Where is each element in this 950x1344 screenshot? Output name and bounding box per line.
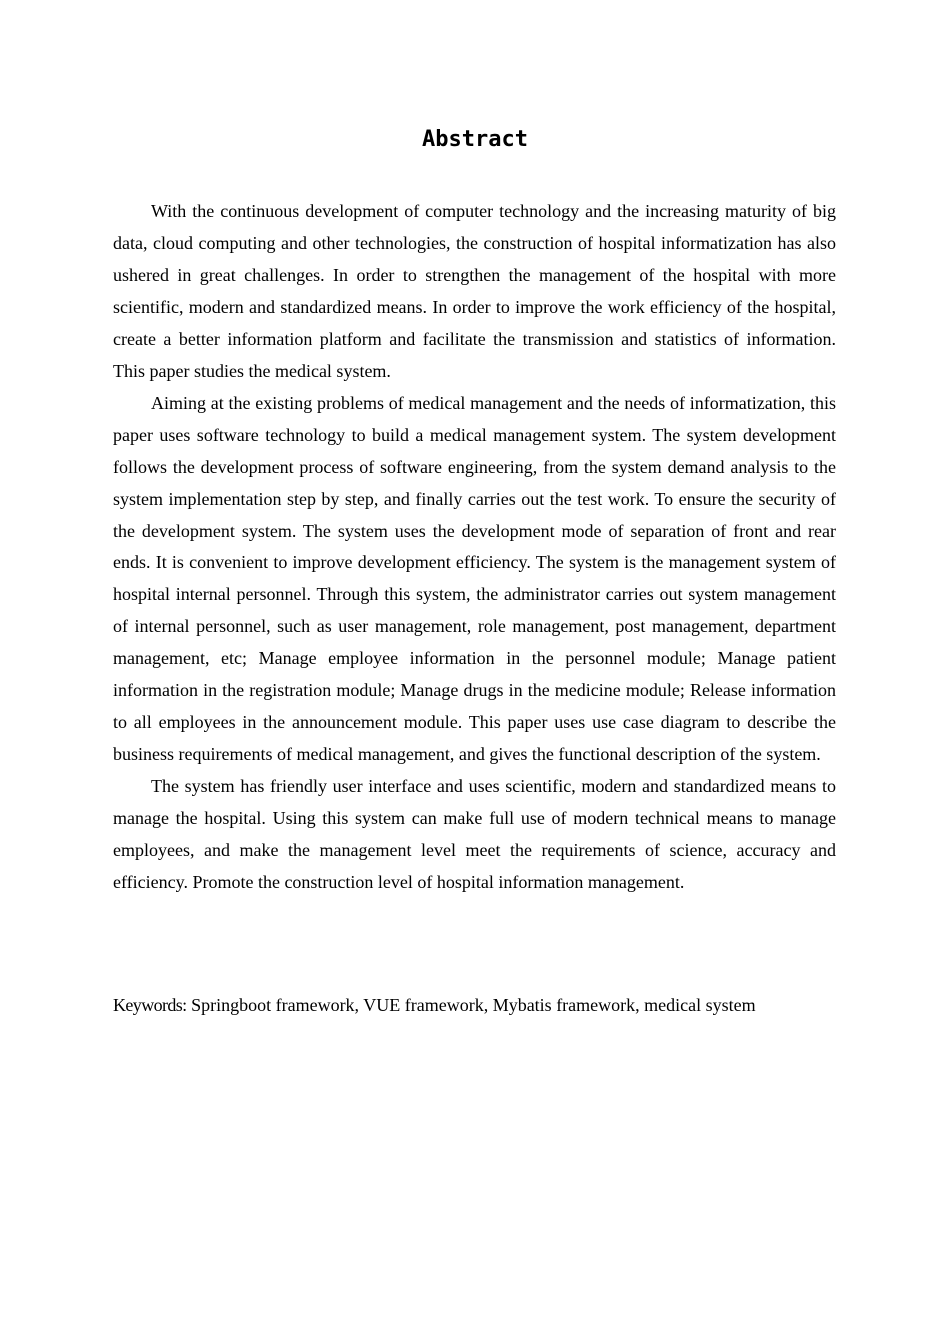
keywords-list: Springboot framework, VUE framework, Mybatis framework, medical system <box>186 995 756 1015</box>
abstract-paragraph-2: Aiming at the existing problems of medical management and the needs of informatization, this paper uses software technology to build a medical management system. The system development follows the development process of software engineering, from the system demand analysis to the system implementation step by step, and finally carries out the test work. To ensure the security of the development system. The system uses the development mode of separation of front and rear ends. It is convenient to improve development efficiency. The system is the management system of hospital internal personnel. Through this system, the administrator carries out system management of internal personnel, such as user management, role management, post management, department management, etc; Manage employee information in the personnel module; Manage patient information in the registration module; Manage drugs in the medicine module; Release information to all employees in the announcement module. This paper uses use case diagram to describe the business requirements of medical management, and gives the functional description of the system. <box>113 392 836 765</box>
page-title: Abstract <box>422 127 528 152</box>
abstract-paragraph-3: The system has friendly user interface and uses scientific, modern and standardized means to manage the hospital. Using this system can make full use of modern technical means to manage employees, and make the management level meet the requirements of science, accuracy and efficiency. Promote the construction level of hospital information management. <box>113 776 836 893</box>
abstract-body <box>113 196 836 899</box>
keywords-line <box>113 990 853 1021</box>
keywords-label: Keywords: <box>113 995 187 1015</box>
abstract-paragraph-1: With the continuous development of computer technology and the increasing maturity of big data, cloud computing and other technologies, the construction of hospital informatization has also ushered in great challenges. In order to strengthen the management of the hospital with more scientific, modern and standardized means. In order to improve the work efficiency of the hospital, create a better information platform and facilitate the transmission and statistics of information. This paper studies the medical system. <box>113 201 836 381</box>
